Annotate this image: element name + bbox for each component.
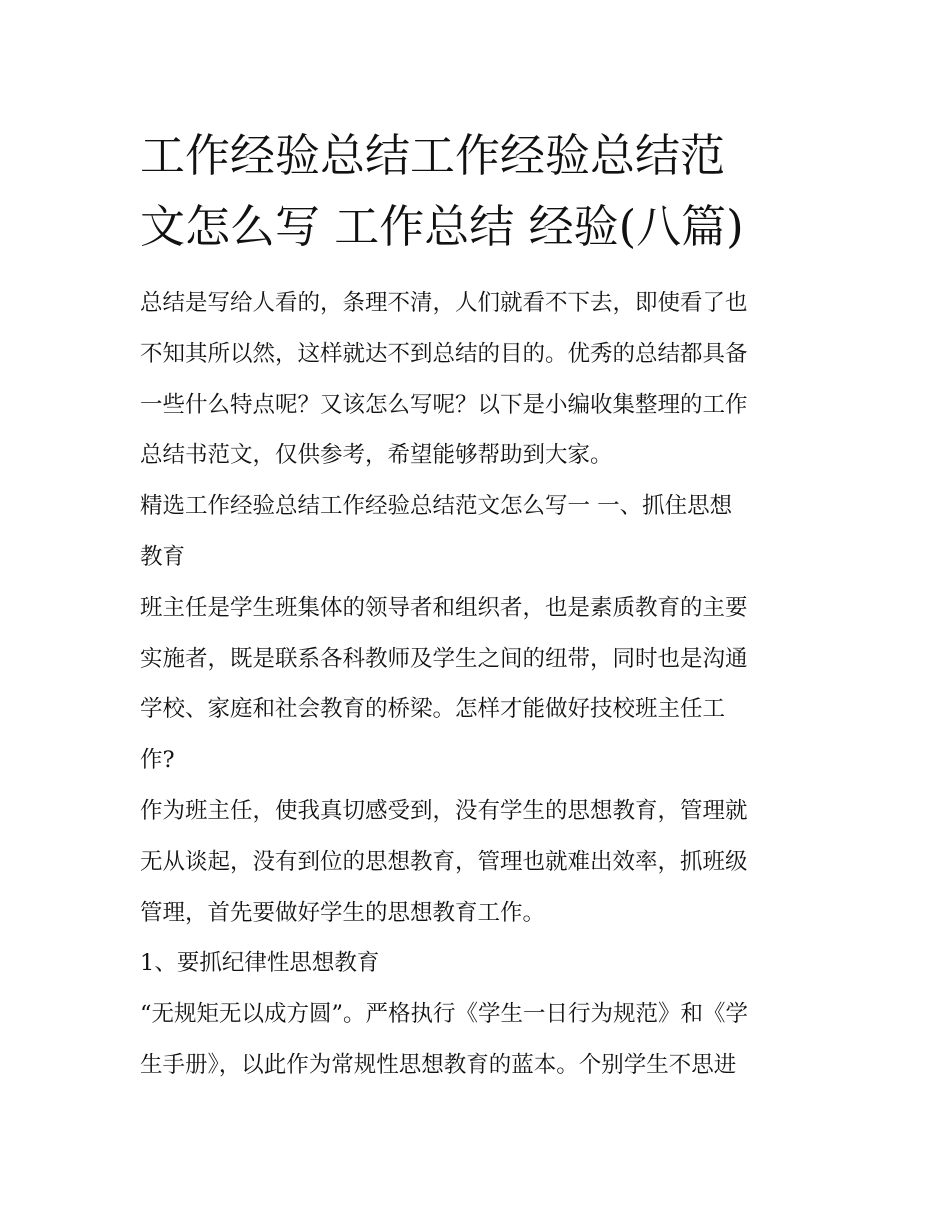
document-content — [140, 120, 814, 1091]
body-line: 实施者，既是联系各科教师及学生之间的纽带，同时也是沟通 — [140, 645, 748, 672]
body-line: 无从谈起，没有到位的思想教育，管理也就难出效率，抓班级 — [140, 848, 748, 875]
body-line: 班主任是学生班集体的领导者和组织者，也是素质教育的主要 — [140, 594, 748, 621]
subsection-heading-line: 1、要抓纪律性思想教育 — [140, 950, 380, 977]
body-line: 总结书范文，仅供参考，希望能够帮助到大家。 — [140, 442, 613, 469]
body-line: 生手册》，以此作为常规性思想教育的蓝本。个别学生不思进 — [140, 1051, 737, 1078]
section-heading-line: 精选工作经验总结工作经验总结范文怎么写一 一、抓住思想 — [140, 493, 733, 520]
body-line: 管理，首先要做好学生的思想教育工作。 — [140, 899, 546, 926]
title-line-2: 文怎么写 工作总结 经验(八篇) — [140, 200, 744, 253]
body-line: 总结是写给人看的，条理不清，人们就看不下去，即使看了也 — [140, 290, 748, 316]
body-line: 不知其所以然，这样就达不到总结的目的。优秀的总结都具备 — [140, 340, 748, 367]
body-line: “无规矩无以成方圆”。严格执行《学生一日行为规范》和《学 — [140, 1001, 749, 1028]
title-line-1: 工作经验总结工作经验总结范 — [140, 129, 726, 182]
body-line: 学校、家庭和社会教育的桥梁。怎样才能做好技校班主任工 — [140, 696, 726, 723]
body-line: 一些什么特点呢？又该怎么写呢？以下是小编收集整理的工作 — [140, 391, 748, 418]
document-body — [140, 278, 814, 1091]
body-line: 作为班主任，使我真切感受到，没有学生的思想教育，管理就 — [140, 797, 748, 824]
body-line: 作? — [140, 747, 175, 774]
section-heading-line: 教育 — [140, 543, 186, 570]
document-title — [140, 120, 814, 262]
